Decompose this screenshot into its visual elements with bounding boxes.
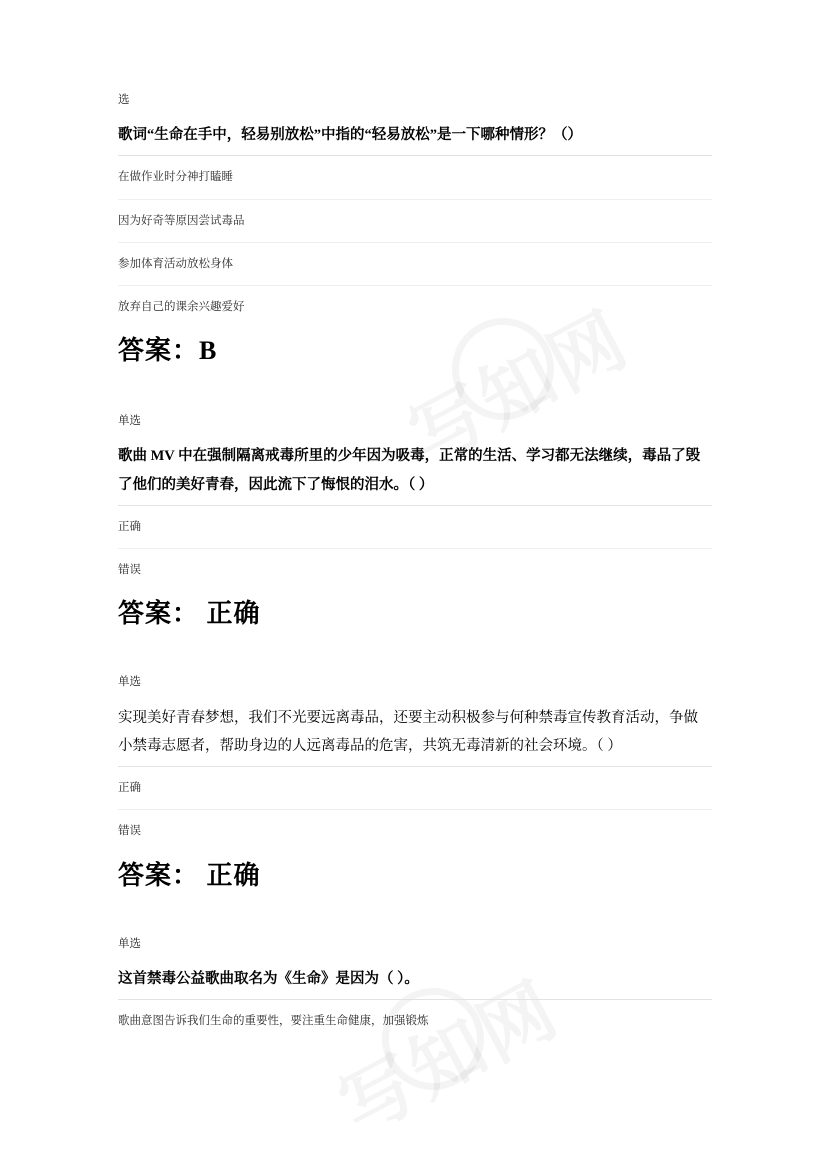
- option-item[interactable]: 放弃自己的课余兴趣爱好: [118, 301, 245, 314]
- question-text: 歌词“生命在手中，轻易别放松”中指的“轻易放松”是一下哪种情形？（）: [118, 121, 712, 156]
- option-item[interactable]: 错误: [118, 564, 141, 577]
- option-item[interactable]: 在做作业时分神打瞌睡: [118, 156, 712, 199]
- question-block: [118, 674, 712, 891]
- question-block: [118, 413, 712, 630]
- option-item[interactable]: 参加体育活动放松身体: [118, 243, 712, 286]
- answer-text: 答案： 正确: [118, 599, 261, 629]
- answer-text: 答案：B: [118, 336, 218, 366]
- answer-text: 答案： 正确: [118, 860, 261, 890]
- question-type-label: 单选: [118, 676, 141, 689]
- document-content: [118, 92, 712, 1042]
- option-item[interactable]: 正确: [118, 506, 712, 549]
- question-type-label: 选: [118, 94, 130, 106]
- question-text: 这首禁毒公益歌曲取名为《生命》是因为（ ）。: [118, 965, 712, 1000]
- question-type-label: 单选: [118, 937, 141, 950]
- question-block: [118, 92, 712, 367]
- question-text: 歌曲 MV 中在强制隔离戒毒所里的少年因为吸毒，正常的生活、学习都无法继续，毒品了毁了他们的美好青春，因此流下了悔恨的泪水。（ ）: [118, 442, 712, 506]
- question-block: [118, 936, 712, 1043]
- option-item[interactable]: 歌曲意图告诉我们生命的重要性，要注重生命健康，加强锻炼: [118, 1014, 429, 1027]
- question-type-label: 单选: [118, 415, 141, 428]
- question-text: 实现美好青春梦想，我们不光要远离毒品，还要主动积极参与何种禁毒宣传教育活动，争做小禁毒志愿者，帮助身边的人远离毒品的危害，共筑无毒清新的社会环境。（ ）: [118, 704, 712, 768]
- option-item[interactable]: 因为好奇等原因尝试毒品: [118, 200, 712, 243]
- option-item[interactable]: 正确: [118, 767, 712, 810]
- option-item[interactable]: 错误: [118, 825, 141, 838]
